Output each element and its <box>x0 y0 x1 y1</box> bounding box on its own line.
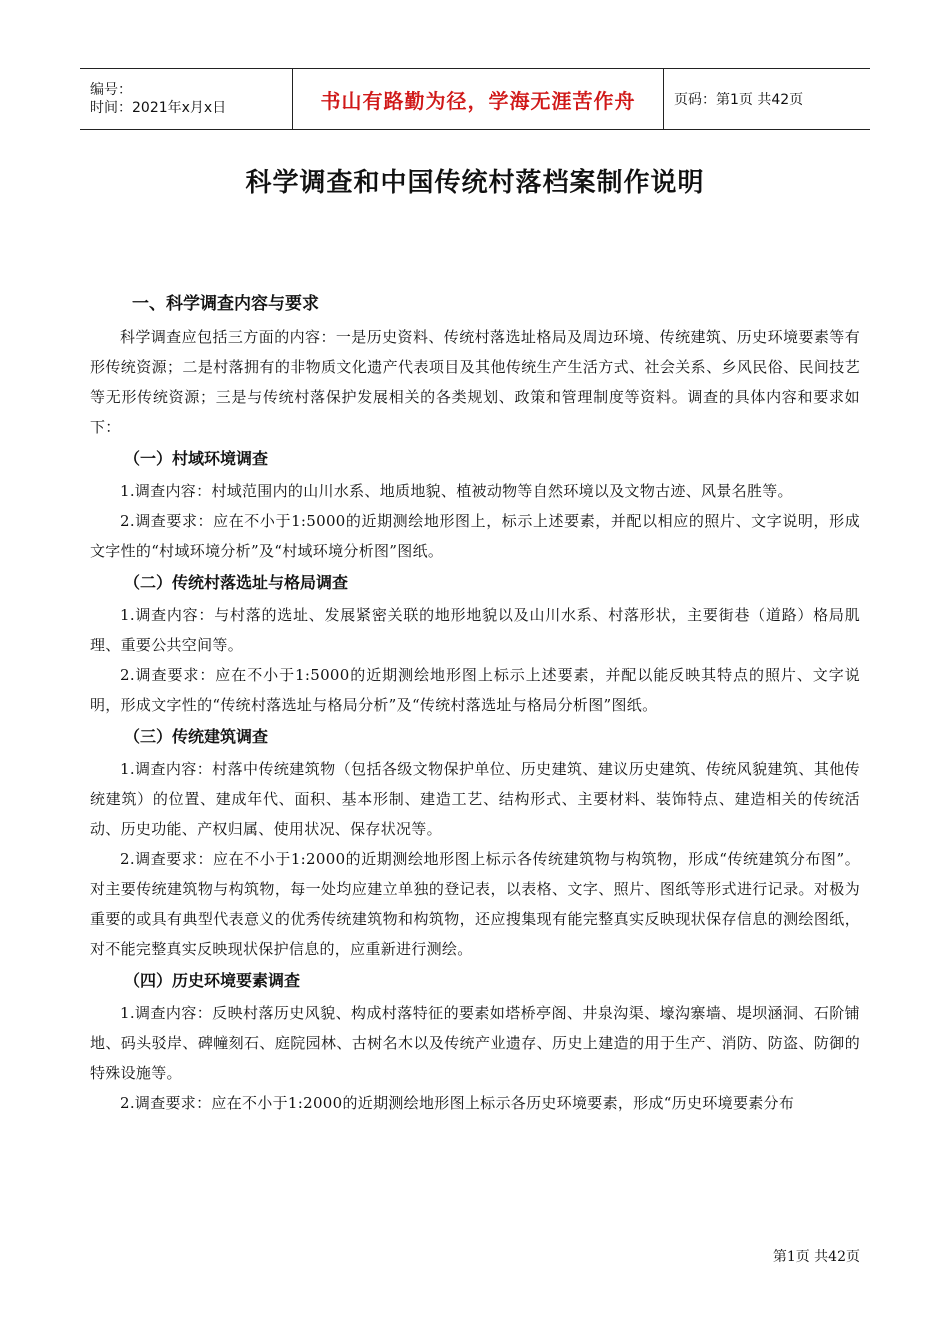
paragraph: 2.调查要求：应在不小于1:2000的近期测绘地形图上标示各传统建筑物与构筑物，形成“传统建筑分布图”。对主要传统建筑物与构筑物，每一处均应建立单独的登记表，以表格、文字、照片、图纸等形式进行记录。对极为重要的或具有典型代表意义的优秀传统建筑物和构筑物，还应搜集现有能完整真实反映现状保存信息的测绘图纸，对不能完整真实反映现状保护信息的，应重新进行测绘。 <box>90 850 860 958</box>
paragraph: 1.调查内容：与村落的选址、发展紧密关联的地形地貌以及山川水系、村落形状，主要街巷（道路）格局肌理、重要公共空间等。 <box>90 606 860 654</box>
motto-text: 书山有路勤为径，学海无涯苦作舟 <box>320 88 636 113</box>
subsection-heading: （一）村域环境调查 <box>124 449 269 468</box>
document-title: 科学调查和中国传统村落档案制作说明 <box>245 168 705 198</box>
subsection-heading: （三）传统建筑调查 <box>124 727 269 746</box>
header-table <box>80 68 870 130</box>
motto-cell <box>292 69 664 129</box>
paragraph: 2.调查要求：应在不小于1:5000的近期测绘地形图上标示上述要素，并配以能反映其特点的照片、文字说明，形成文字性的“传统村落选址与格局分析”及“传统村落选址与格局分析图”图纸。 <box>90 666 860 714</box>
number-label: 编号： <box>90 82 132 98</box>
paragraph: 1.调查内容：村落中传统建筑物（包括各级文物保护单位、历史建筑、建议历史建筑、传统风貌建筑、其他传统建筑）的位置、建成年代、面积、基本形制、建造工艺、结构形式、主要材料、装饰特点、建造相关的传统活动、历史功能、产权归属、使用状况、保存状况等。 <box>90 760 860 838</box>
paragraph: 2.调查要求：应在不小于1:5000的近期测绘地形图上，标示上述要素，并配以相应的照片、文字说明，形成文字性的“村域环境分析”及“村域环境分析图”图纸。 <box>90 512 860 560</box>
page-info-cell <box>664 69 870 129</box>
document-body <box>90 286 860 1118</box>
paragraph: 2.调查要求：应在不小于1:2000的近期测绘地形图上标示各历史环境要素，形成“历史环境要素分布 <box>120 1094 795 1112</box>
section-heading: 一、科学调查内容与要求 <box>132 294 319 314</box>
date-label: 时间：2021年x月x日 <box>90 100 227 116</box>
paragraph: 1.调查内容：村域范围内的山川水系、地质地貌、植被动物等自然环境以及文物古迹、风景名胜等。 <box>120 482 793 500</box>
subsection-heading: （四）历史环境要素调查 <box>124 971 301 990</box>
page-footer: 第1页 共42页 <box>772 1249 860 1265</box>
page-label: 页码：第1页 共42页 <box>674 92 804 108</box>
paragraph: 1.调查内容：反映村落历史风貌、构成村落特征的要素如塔桥亭阁、井泉沟渠、壕沟寨墙、堤坝涵洞、石阶铺地、码头驳岸、碑幢刻石、庭院园林、古树名木以及传统产业遗存、历史上建造的用于生产、消防、防盗、防御的特殊设施等。 <box>90 1004 860 1082</box>
subsection-heading: （二）传统村落选址与格局调查 <box>124 573 349 592</box>
paragraph: 科学调查应包括三方面的内容：一是历史资料、传统村落选址格局及周边环境、传统建筑、历史环境要素等有形传统资源；二是村落拥有的非物质文化遗产代表项目及其他传统生产生活方式、社会关系、乡风民俗、民间技艺等无形传统资源；三是与传统村落保护发展相关的各类规划、政策和管理制度等资料。调查的具体内容和要求如下： <box>90 328 860 436</box>
header-left-cell <box>80 69 292 129</box>
